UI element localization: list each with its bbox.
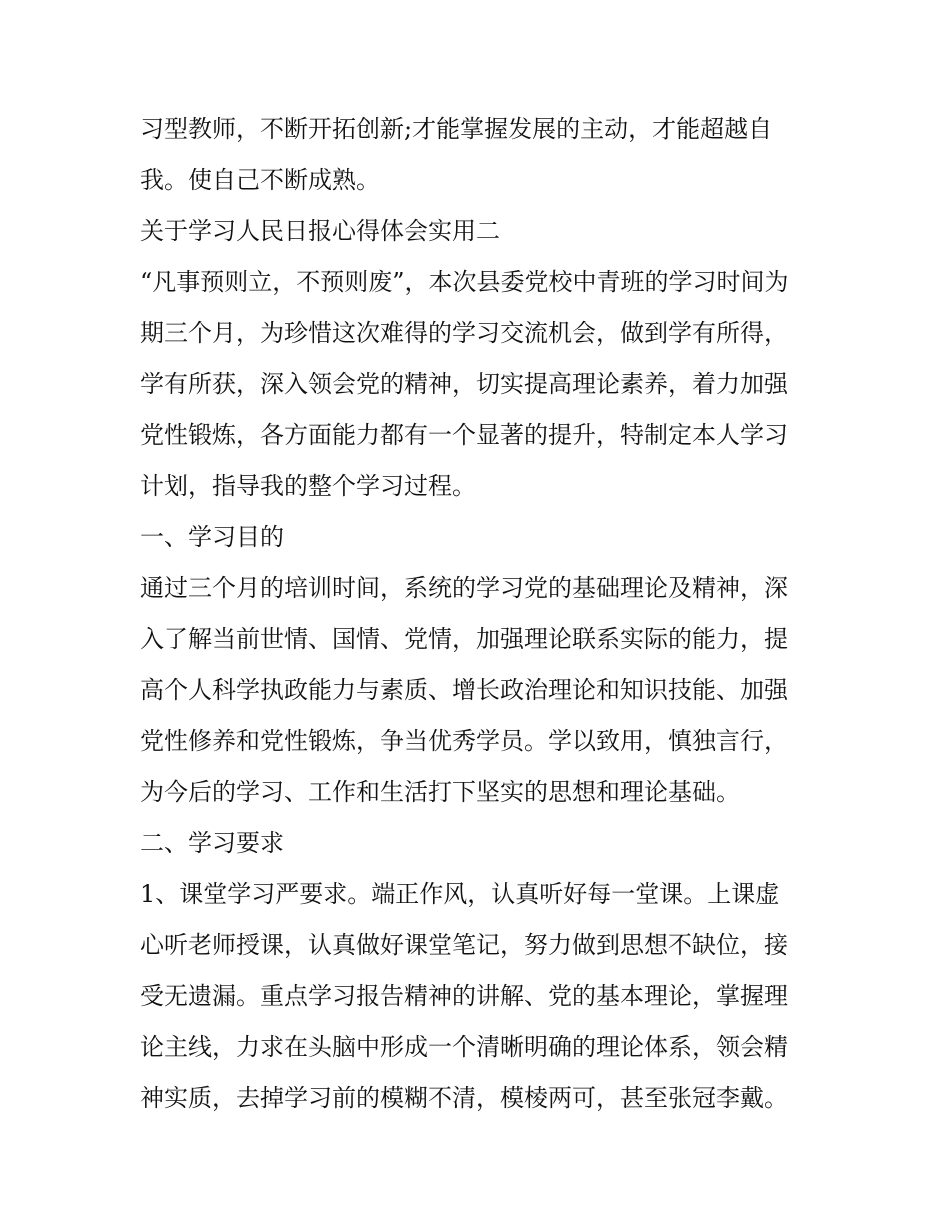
text-line: 党性锻炼，各方面能力都有一个显著的提升，特制定本人学习 — [140, 421, 788, 449]
text-line: 期三个月，为珍惜这次难得的学习交流机会，做到学有所得， — [140, 319, 788, 347]
text-line: 习型教师，不断开拓创新;才能掌握发展的主动，才能超越自 — [140, 115, 773, 143]
text-line: 神实质，去掉学习前的模糊不清，模棱两可，甚至张冠李戴。 — [140, 1084, 788, 1112]
text-line: 党性修养和党性锻炼，争当优秀学员。学以致用，慎独言行， — [140, 727, 788, 755]
text-line: 计划，指导我的整个学习过程。 — [140, 472, 476, 500]
text-line: 我。使自己不断成熟。 — [140, 166, 380, 194]
document-body — [140, 104, 820, 1124]
text-line: 受无遗漏。重点学习报告精神的讲解、党的基本理论，掌握理 — [140, 982, 788, 1010]
text-line: 通过三个月的培训时间，系统的学习党的基础理论及精神，深 — [140, 574, 788, 602]
text-line: 高个人科学执政能力与素质、增长政治理论和知识技能、加强 — [140, 676, 788, 704]
text-line: 论主线，力求在头脑中形成一个清晰明确的理论体系，领会精 — [140, 1033, 788, 1061]
text-line: 心听老师授课，认真做好课堂笔记，努力做到思想不缺位，接 — [140, 931, 788, 959]
section-heading: 关于学习人民日报心得体会实用二 — [140, 217, 500, 245]
text-line: “凡事预则立，不预则废”，本次县委党校中青班的学习时间为 — [140, 268, 789, 296]
text-line: 学有所获，深入领会党的精神，切实提高理论素养，着力加强 — [140, 370, 788, 398]
section-heading: 二、学习要求 — [140, 829, 284, 857]
section-heading: 一、学习目的 — [140, 523, 284, 551]
text-line: 1、课堂学习严要求。端正作风，认真听好每一堂课。上课虚 — [140, 880, 780, 908]
text-line: 入了解当前世情、国情、党情，加强理论联系实际的能力，提 — [140, 625, 788, 653]
text-line: 为今后的学习、工作和生活打下坚实的思想和理论基础。 — [140, 778, 740, 806]
